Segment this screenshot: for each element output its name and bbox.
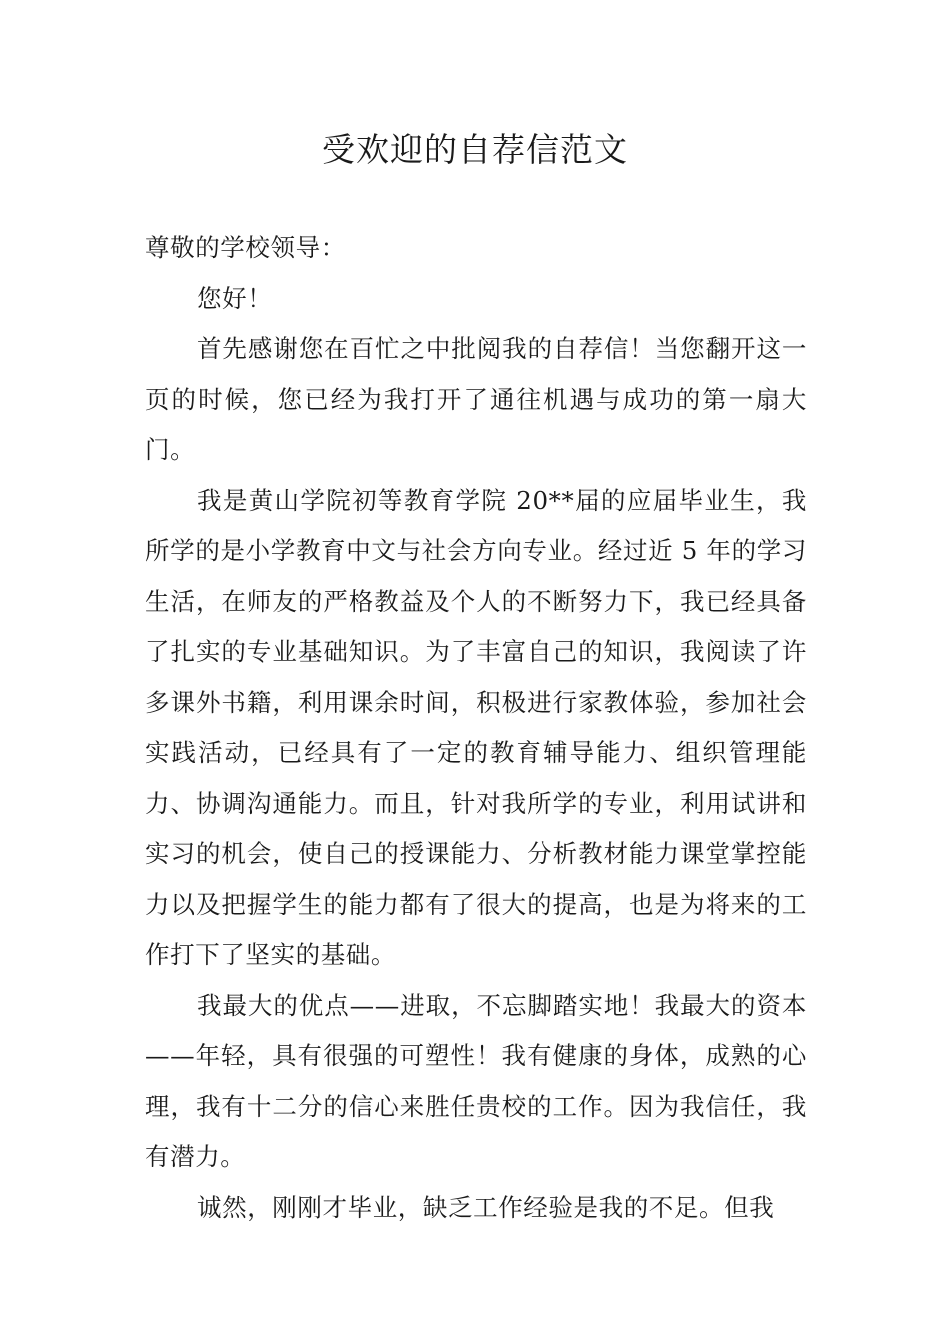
paragraph-4: 诚然，刚刚才毕业，缺乏工作经验是我的不足。但我	[197, 1192, 775, 1222]
paragraph-3: 我最大的优点——进取，不忘脚踏实地！我最大的资本——年轻，具有很强的可塑性！我有健康的身体，成熟的心理，我有十二分的信心来胜任贵校的工作。因为我信任，我有潜力。	[145, 990, 807, 1171]
document-title: 受欢迎的自荐信范文	[322, 130, 628, 169]
paragraph-2: 我是黄山学院初等教育学院 20**届的应届毕业生，我所学的是小学教育中文与社会方向专业。经过近 5 年的学习生活，在师友的严格教益及个人的不断努力下，我已经具备了扎实的专业基础知识。为了丰富自己的知识，我阅读了许多课外书籍，利用课余时间，积极进行家教体验，参加社会实践活动，已经具有了一定的教育辅导能力、组织管理能力、协调沟通能力。而且，针对我所学的专业，利用试讲和实习的机会，使自己的授课能力、分析教材能力课堂掌控能力以及把握学生的能力都有了很大的提高，也是为将来的工作打下了坚实的基础。	[145, 485, 807, 969]
paragraph-1: 首先感谢您在百忙之中批阅我的自荐信！当您翻开这一页的时候，您已经为我打开了通往机遇与成功的第一扇大门。	[145, 334, 807, 464]
salutation: 尊敬的学校领导：	[145, 233, 346, 262]
letter-body	[145, 223, 807, 1233]
greeting: 您好！	[197, 283, 273, 313]
